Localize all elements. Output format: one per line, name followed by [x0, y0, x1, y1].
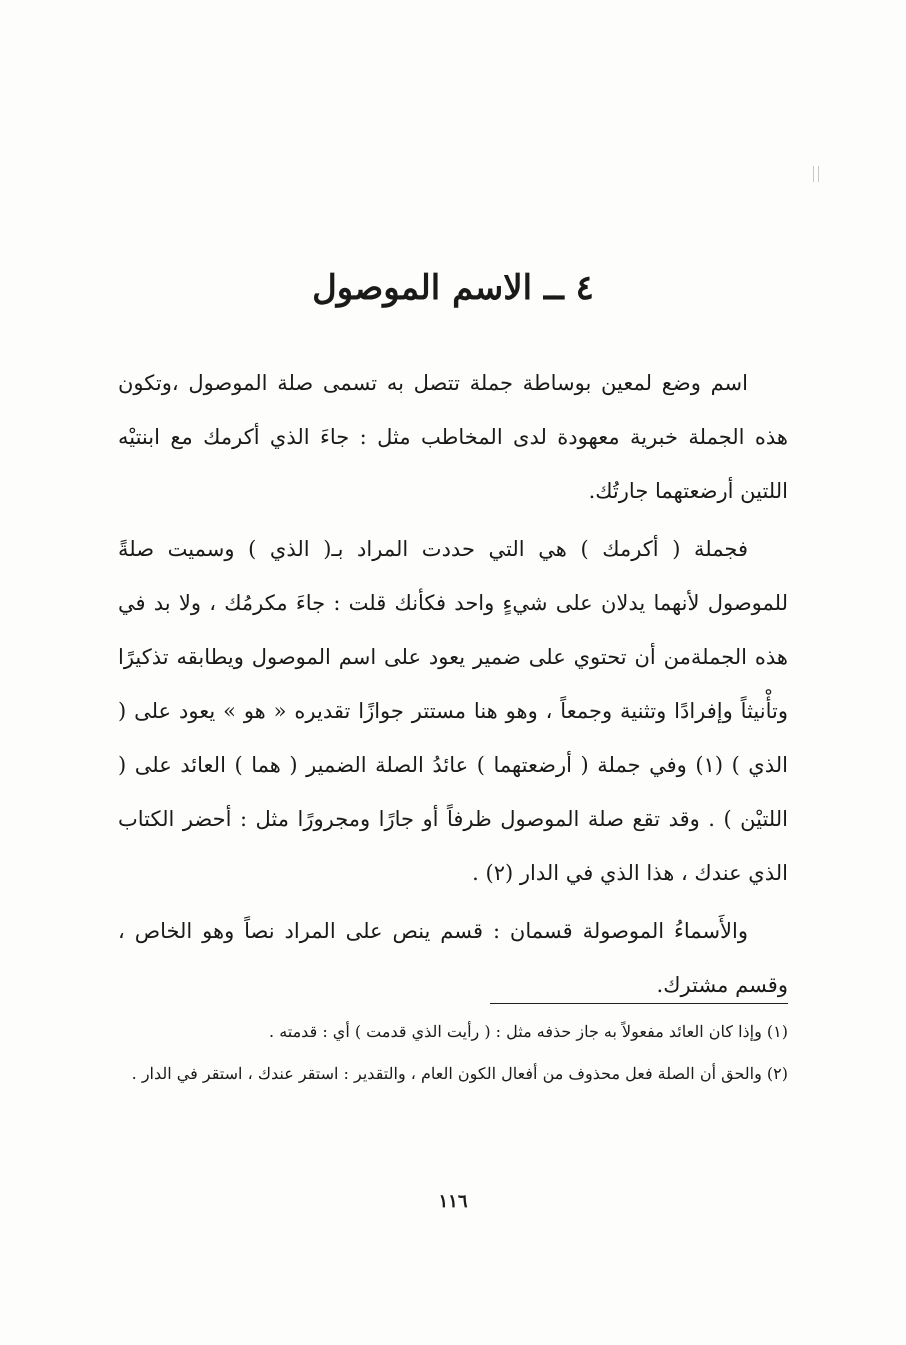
body-text — [118, 356, 788, 1012]
footnotes — [118, 1013, 788, 1093]
footnote-separator — [490, 1003, 788, 1004]
page-number: ١١٦ — [438, 1191, 468, 1212]
paragraph-explanation: فجملة ( أكرمك ) هي التي حددت المراد بـ( الذي ) وسميت صلةً للموصول لأنهما يدلان على شيءٍ واحد فكأنك قلت : جاءَ مكرمُك ، ولا بد في هذه الجملةمن أن تحتوي على ضمير يعود على اسم الموصول ويطابقه تذكيرًا وتأْنيثاً وإفرادًا وتثنية وجمعاً ، وهو هنا مستتر جوازًا تقديره « هو » يعود على ( الذي ) (١) وفي جملة ( أرضعتهما ) عائدُ الصلة الضمير ( هما ) العائد على ( اللتيْن ) . وقد تقع صلة الموصول ظرفاً أو جارًا ومجرورًا مثل : أحضر الكتاب الذي عندك ، هذا الذي في الدار (٢) . — [118, 537, 789, 885]
page-title: ٤ ــ الاسم الموصول — [312, 268, 594, 308]
paragraph-types: والأَسماءُ الموصولة قسمان : قسم ينص على المراد نصاً وهو الخاص ، وقسم مشترك. — [118, 919, 788, 997]
paragraph-definition: اسم وضع لمعين بوساطة جملة تتصل به تسمى صلة الموصول ،وتكون هذه الجملة خبرية معهودة لدى المخاطب مثل : جاءَ الذي أكرمك مع ابنتيْه اللتين أرضعتهما جارتُك. — [118, 371, 788, 503]
margin-mark — [813, 166, 819, 182]
footnote-2: (٢) والحق أن الصلة فعل محذوف من أفعال الكون العام ، والتقدير : استقر عندك ، استقر في الدار . — [131, 1064, 788, 1083]
footnote-1: (١) وإذا كان العائد مفعولاً به جاز حذفه مثل : ( رأيت الذي قدمت ) أي : قدمته . — [269, 1022, 788, 1041]
